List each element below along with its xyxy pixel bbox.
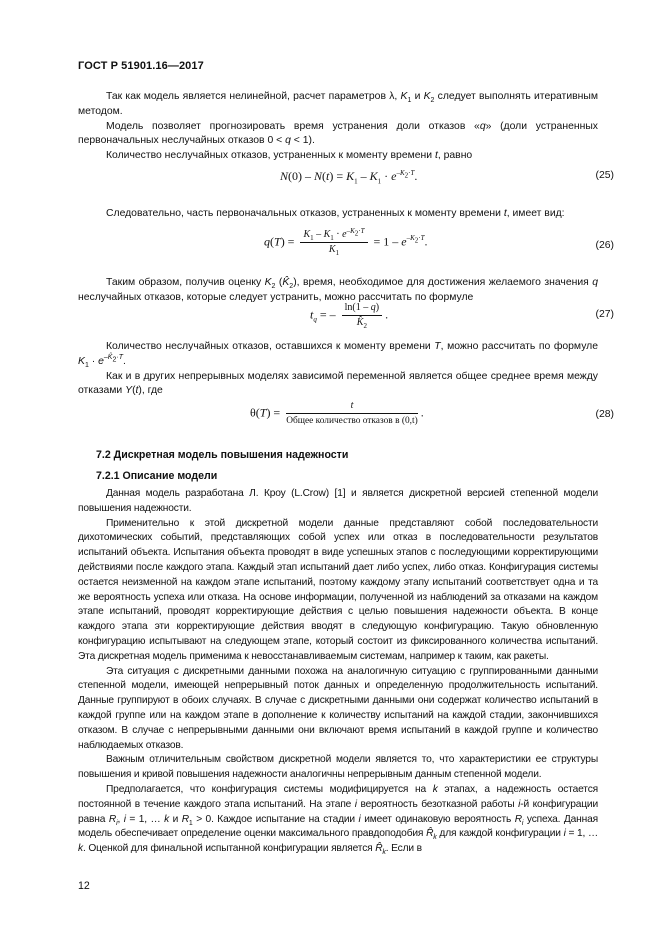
document-header: ГОСТ Р 51901.16—2017 [78,60,204,72]
equation-25-number: (25) [595,170,614,181]
paragraph-mean-time: Как и в других непрерывных моделях зависимой переменной является общее среднее время между отказами Y(t), где [78,370,598,397]
paragraph-grouped-data: Эта ситуация с дискретными данными похожа на аналогичную ситуацию с группированными данными степенной модели, имеющей непрерывный поток данных и определенную продолжительность испытаний. Данные группируют в обоих случаях. В случае с дискретными данными они содержат количество испытаний в каждой группе или на каждом этапе в дополнение к количеству испытаний на каждой стадии, закончившихся отказом. В случае с непрерывными данными они включают время испытаний в каждой группе и количество наблюдаемых отказов. [78,665,598,751]
text-block-fraction [78,207,598,222]
section-heading-7-2: 7.2 Дискретная модель повышения надежности [96,449,349,461]
paragraph-remaining-failures: Количество неслучайных отказов, оставшихся к моменту времени T, можно рассчитать по формуле $K_1 \cdot e^{-K̂_2\cdot T}$. [78,341,599,369]
text-block-model-description [78,487,598,857]
section-heading-7-2-1: 7.2.1 Описание модели [96,470,218,482]
equation-28-number: (28) [595,409,614,420]
paragraph-configuration: Предполагается, что конфигурация системы модифицируется на k этапах, а надежность остается постоянной в течение каждого этапа испытаний. На этапе i вероятность безотказной работы i-й конфигурации равна $R_i$, i = 1, … k и $R_1 > 0$. Каждое испытание на стадии i имеет одинаковую вероятность $R_i$ успеха. Данная модель обеспечивает определение оценки максимального правдоподобия $R̂_k$ для каждой конфигурации i = 1, … k. Оценкой для финальной испытанной конфигурации является $R̂_k$. Если в [78,783,599,857]
equation-28-formula: θ(T) = $\frac{t}{\text{Общее количество отказов в (0,t)}}$ . [250,400,424,426]
equation-26-formula: q(T) = $\frac{K_1 - K_1 \cdot e^{-K_2\cdot T}}{K_1}$ = $1 - e^{-K_2\cdot T}$. [264,226,428,257]
equation-26-number: (26) [595,240,614,251]
equation-26 [78,227,614,267]
equation-28 [78,400,614,436]
paragraph-count-removed: Количество неслучайных отказов, устраненных к моменту времени t, равно [106,150,473,162]
paragraph-dichotomous: Применительно к этой дискретной модели данные представляют собой последовательности дихотомических событий, представляющих собой успех или отказ в последовательности результатов испытаний объекта. Испытания объекта проводят в виде успешных этапов с последующими корректирующими действиями после каждого этапа. Каждый этап испытаний дает либо успех, либо отказ. Конфигурация системы остается неизменной на каждом этапе испытаний, поэтому каждому этапу испытаний соответствует одна и та же вероятность успеха или отказа. На основе информации, полученной из наблюдений за отказами на каждом этапе испытаний, проводят корректирующие действия с целью повышения надежности объекта. В конце каждого этапа эти корректирующие действия вводят в следующую конфигурацию. Такую обновленную конфигурацию испытывают на следующем этапе, который состоит из фиксированного количества испытаний. Эта дискретная модель применима к невосстанавливаемым системам, например к таким, как ракеты. [78,517,598,662]
equation-28-denominator: Общее количество отказов в (0,t) [286,416,418,426]
equation-27 [78,302,614,342]
text-block-remaining [78,340,598,399]
text-block-intro [78,90,598,164]
paragraph-fraction-q: Модель позволяет прогнозировать время устранения доли отказов «q» (доли устраненных первоначальных неслучайных отказов 0 < q < 1). [78,120,598,147]
paragraph-estimate-k2: Таким образом, получив оценку $K_2$ $(K̂_2)$, время, необходимое для достижения желаемого значения q неслучайных отказов, которые следует устранить, можно рассчитать по формуле [78,277,598,303]
paragraph-fraction-form: Следовательно, часть первоначальных отказов, устраненных к моменту времени t, имеет вид: [106,208,565,219]
equation-27-formula: $t_q$ = – $\frac{\ln(1 - q)}{K̂_2}$ . [310,302,389,330]
equation-27-number: (27) [595,309,614,320]
equation-25-formula: $N(0) - N(t) = K_1 - K_1 \cdot e^{-K_2\cdot T}$. [280,169,418,186]
paragraph-distinctive-property: Важным отличительным свойством дискретной модели является то, что характеристики ее структуры повышения и кривой повышения надежности аналогичны непрерывным данным степенной модели. [78,754,598,781]
page-number: 12 [78,880,90,892]
paragraph-model-origin: Данная модель разработана Л. Кроу (L.Crow) [1] и является дискретной версией степенной модели повышения надежности. [78,488,598,514]
equation-25 [78,169,614,199]
paragraph-iterative-method: Так как модель является нелинейной, расчет параметров λ, $K_1$ и $K_2$ следует выполнять итеративным методом. [78,91,598,117]
